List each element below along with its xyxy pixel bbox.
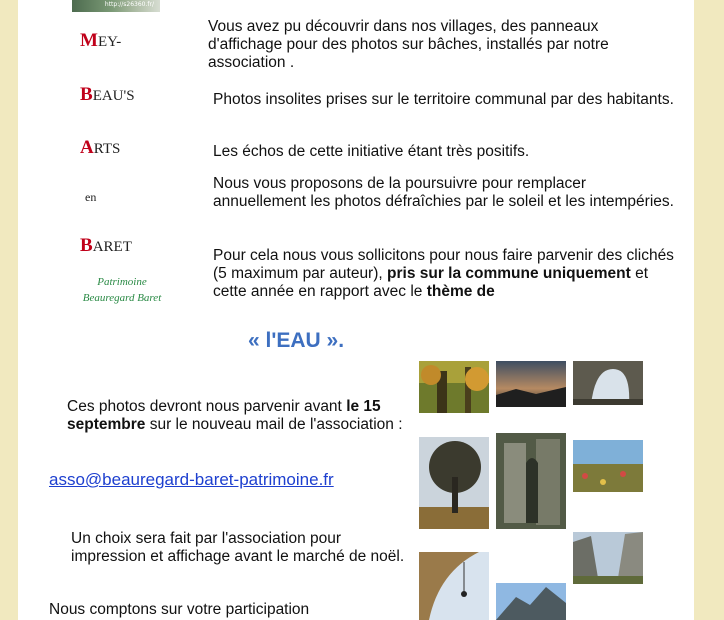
photo-tree-silhouette xyxy=(419,437,489,529)
theme-title: « l'EAU ». xyxy=(248,329,345,352)
photo-rock-arch xyxy=(573,361,643,405)
photo-cliff-valley xyxy=(573,532,643,584)
intro-paragraph-1: Vous avez pu découvrir dans nos villages, des panneaux d'affichage pour des photos sur bâches, installés par notre association . xyxy=(208,18,609,71)
intro-paragraph-3: Les échos de cette initiative étant très positifs. xyxy=(213,143,530,160)
email-link[interactable]: asso@beauregard-baret-patrimoine.fr xyxy=(49,470,334,489)
brand-line-arts: ARTS xyxy=(80,137,121,158)
association-logo xyxy=(72,0,160,12)
photo-autumn-forest xyxy=(419,361,489,413)
deadline-paragraph: Ces photos devront nous parvenir avant le 15 septembre sur le nouveau mail de l'association : xyxy=(67,398,403,433)
logo-url: http://s26360.fr/ xyxy=(104,1,154,8)
photo-rock-climber xyxy=(419,552,489,620)
brand-line-mey: MEY- xyxy=(80,30,122,51)
closing-line: Nous comptons sur votre participation xyxy=(49,601,310,618)
photo-mountain-ridge xyxy=(496,583,566,620)
brand-line-baret: BARET xyxy=(80,235,132,256)
brand-subtitle-2: Beauregard Baret xyxy=(82,292,162,304)
intro-paragraph-2: Photos insolites prises sur le territoire communal par des habitants. xyxy=(213,91,674,108)
photo-stone-ruins xyxy=(496,433,566,529)
intro-paragraph-5: Pour cela nous vous sollicitons pour nous faire parvenir des clichés (5 maximum par auteur), pris sur la commune uniquement et cette année en rapport avec le thème de xyxy=(213,247,674,300)
photo-flower-meadow xyxy=(573,440,643,492)
brand-subtitle-1: Patrimoine xyxy=(97,276,147,288)
choice-paragraph: Un choix sera fait par l'association pour impression et affichage avant le marché de noël. xyxy=(71,530,405,565)
intro-paragraph-4: Nous vous proposons de la poursuivre pour remplacer annuellement les photos défraîchies par le soleil et les intempéries. xyxy=(213,175,674,210)
brand-line-en: en xyxy=(85,190,97,204)
photo-sunset-hills xyxy=(496,361,566,407)
brand-line-beaus: BEAU'S xyxy=(80,84,135,105)
